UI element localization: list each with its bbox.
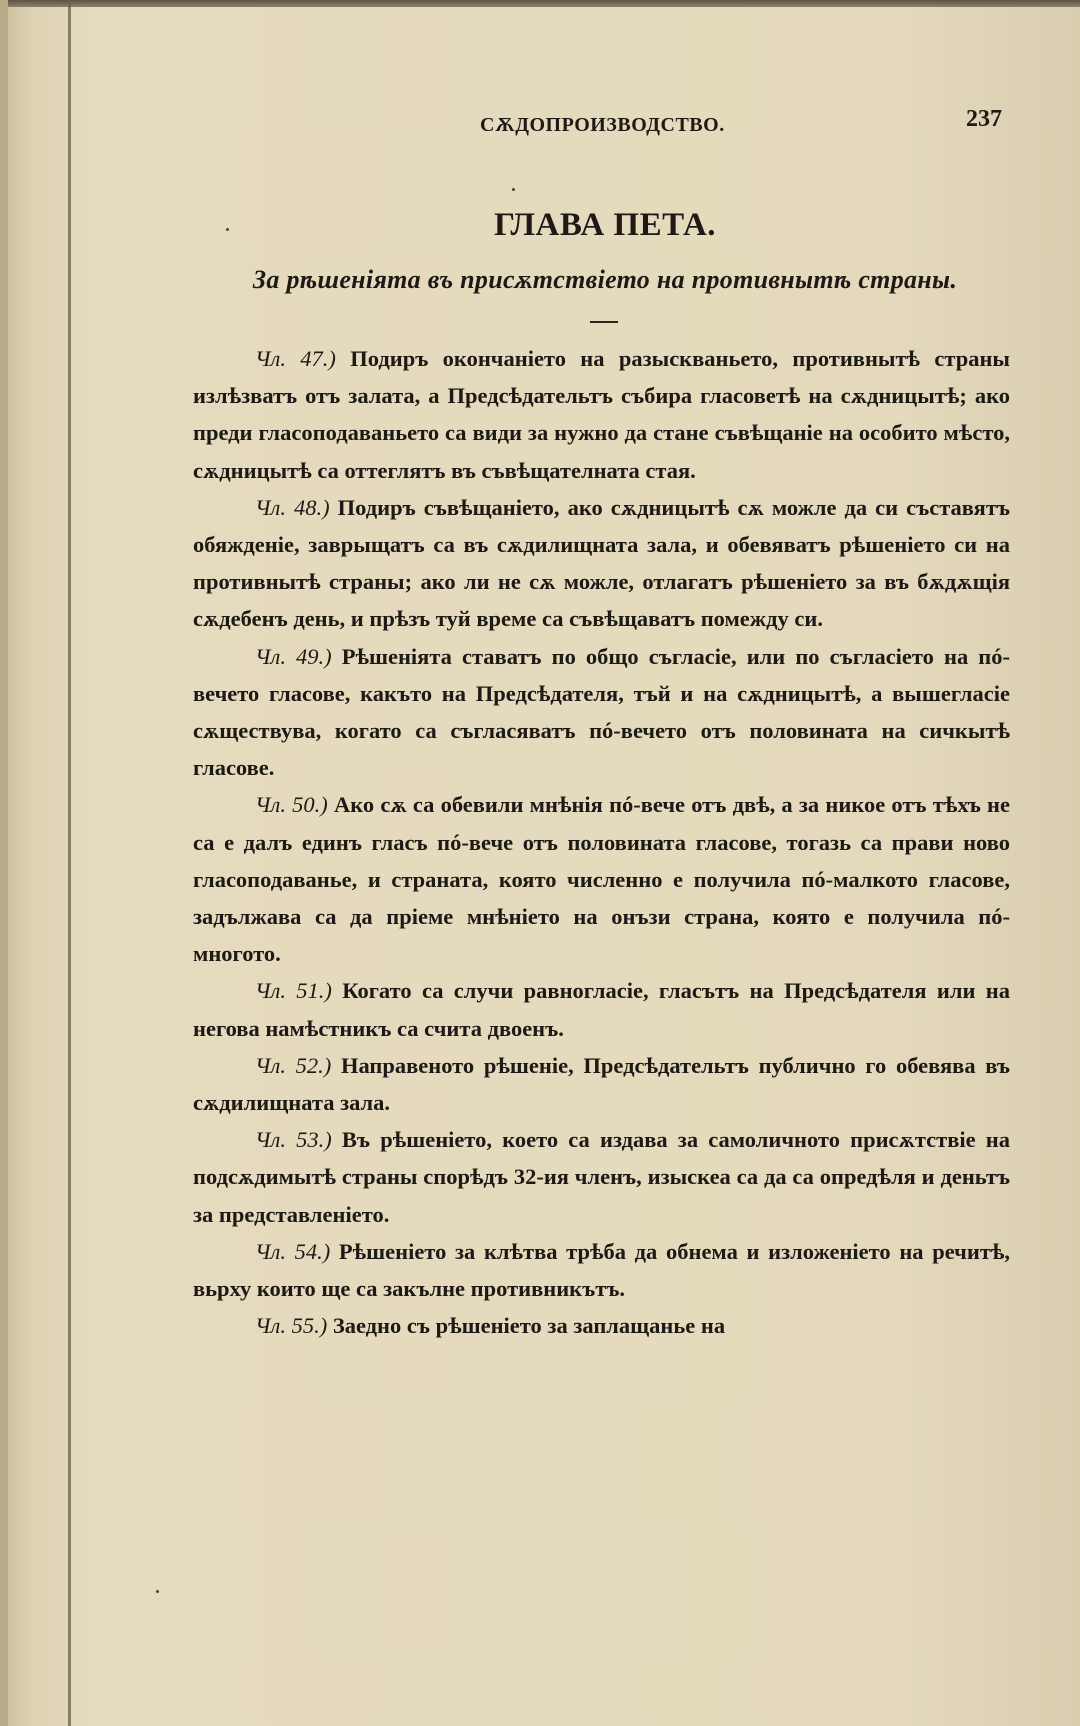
- paper-speck: [226, 228, 229, 231]
- section-divider: [590, 321, 618, 323]
- article-label: Чл. 50.): [255, 792, 328, 818]
- page-number: 237: [966, 106, 1002, 132]
- page-gutter: [0, 0, 8, 1726]
- article-50: [193, 786, 1010, 972]
- article-text: Въ рѣшеніето, което са издава за самоличното присѫтствіе на подсѫдимытѣ страны спорѣдъ 32-ия членъ, изыскеа са да са опредѣля и деньтъ за представленіето.: [193, 1127, 1010, 1227]
- page-header: [190, 100, 1020, 140]
- article-text: Когато са случи равногласіе, гласътъ на Предсѣдателя или на негова намѣстникъ са счита двоенъ.: [193, 978, 1010, 1041]
- article-text: Подиръ окончаніето на разыскваньето, противнытѣ страны излѣзватъ отъ залата, а Предсѣдательтъ събира гласоветѣ на сѫдницытѣ; ако преди гласоподаваньето са види за нужно да стане съвѣщаніе на особито мѣсто, сѫдницытѣ са оттеглятъ въ съвѣщателната стая.: [193, 346, 1010, 483]
- article-55: [193, 1307, 1010, 1344]
- chapter-title: ГЛАВА ПЕТА.: [493, 207, 717, 243]
- article-48: [193, 489, 1010, 638]
- article-47: [193, 340, 1010, 489]
- article-text: Рѣшеніето за клѣтва трѣба да обнема и изложеніето на речитѣ, вьрху които ще са закълне противникътъ.: [193, 1238, 1010, 1302]
- article-54: [193, 1233, 1010, 1307]
- article-53: [193, 1121, 1010, 1233]
- paper-speck: [156, 1590, 159, 1593]
- article-text: Ако сѫ са обевили мнѣнія пó-вече отъ двѣ, а за никое отъ тѣхъ не са е далъ единъ гласъ пó-вече отъ половината гласове, тогазь са прави ново гласоподаванье, и страната, която численно е получила пó-малкото гласове, задължава са да пріеме мнѣніето на онъзи страна, която е получила пó-многото.: [193, 792, 1010, 967]
- article-text: Подиръ съвѣщаніето, ако сѫдницытѣ сѫ можле да си съставятъ обяжденіе, заврыщатъ са въ сѫдилищната зала, и обевяватъ рѣшеніето си на противнытѣ страны; ако ли не сѫ можле, отлагатъ рѣшеніето за въ бѫдѫщія сѫдебенъ день, и прѣзъ туй време са съвѣщаватъ помежду си.: [193, 494, 1011, 632]
- article-label: Чл. 49.): [255, 643, 332, 669]
- paper-speck: [512, 188, 515, 191]
- article-label: Чл. 48.): [255, 494, 330, 520]
- article-label: Чл. 47.): [255, 346, 336, 371]
- binding-line: [68, 0, 71, 1726]
- chapter-subtitle: За рѣшеніята въ присѫтствіето на противнытѣ страны.: [252, 265, 958, 294]
- article-label: Чл. 55.): [255, 1313, 328, 1339]
- page-top-edge: [0, 0, 1080, 7]
- running-head: СѪДОПРОИЗВОДСТВО.: [480, 114, 725, 136]
- article-label: Чл. 52.): [255, 1052, 332, 1078]
- article-text: Рѣшеніята ставатъ по общо съгласіе, или по съгласіето на пó-вечето гласове, какъто на Предсѣдателя, тъй и на сѫдницытѣ, а вышегласіе сѫществува, когато са съгласяватъ пó-вечето отъ половината на сичкытѣ гласове.: [193, 643, 1010, 781]
- article-52: [193, 1047, 1010, 1121]
- article-text: Заедно съ рѣшеніето за заплащанье на: [327, 1313, 726, 1339]
- article-label: Чл. 54.): [255, 1238, 331, 1264]
- article-label: Чл. 53.): [255, 1127, 332, 1153]
- article-49: [193, 638, 1010, 787]
- body-text: [193, 340, 1010, 1344]
- article-51: [193, 972, 1010, 1046]
- article-label: Чл. 51.): [255, 978, 332, 1004]
- article-text: Направеното рѣшеніе, Предсѣдательтъ публично го обевява въ сѫдилищната зала.: [193, 1052, 1010, 1116]
